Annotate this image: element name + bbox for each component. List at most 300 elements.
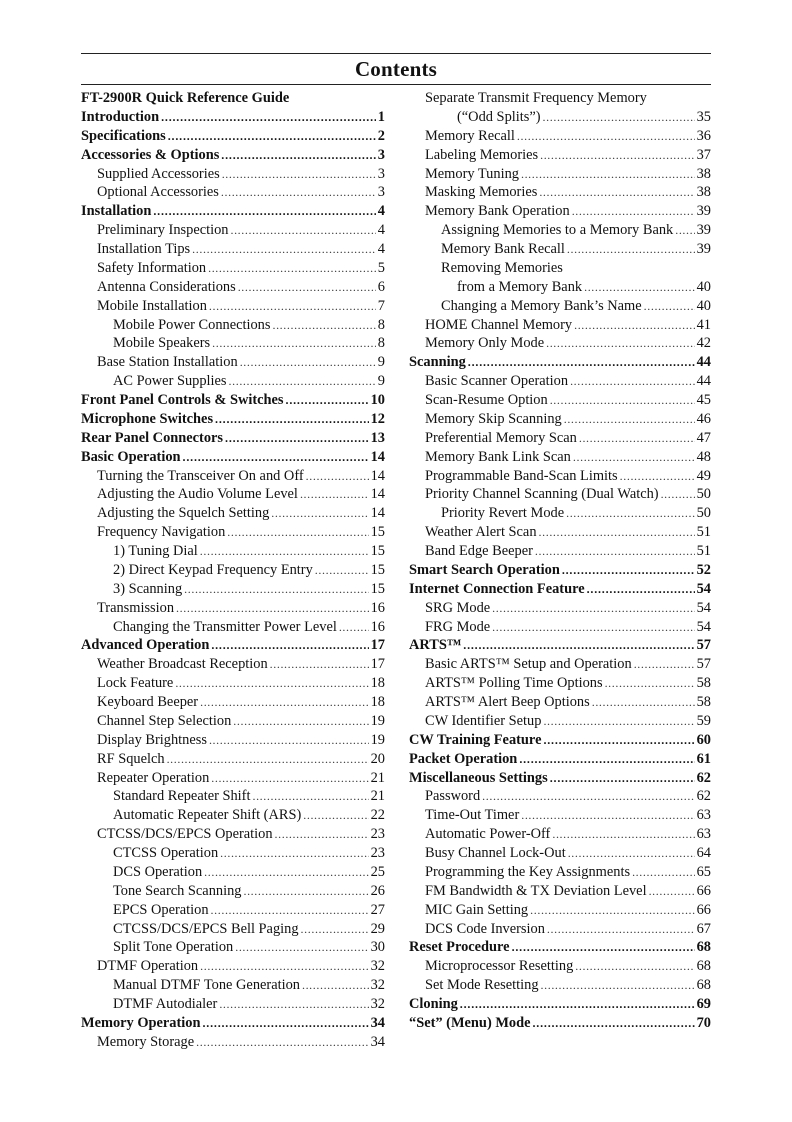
toc-page-number: 5 xyxy=(377,259,385,276)
toc-subsection-entry[interactable] xyxy=(409,845,711,864)
toc-page-number: 14 xyxy=(370,486,385,503)
toc-subsection-entry[interactable] xyxy=(409,543,711,562)
toc-page-number: 3 xyxy=(377,165,385,182)
toc-entry-label: Masking Memories xyxy=(425,184,538,201)
toc-subsection-entry[interactable] xyxy=(81,883,385,902)
toc-section-entry[interactable] xyxy=(81,147,385,166)
toc-page-number: 49 xyxy=(696,467,711,484)
toc-entry-label: Specifications xyxy=(81,127,166,144)
toc-entry-label: Memory Operation xyxy=(81,1014,201,1031)
toc-section-entry[interactable] xyxy=(409,637,711,656)
toc-dot-leader xyxy=(550,771,695,786)
toc-dot-leader xyxy=(227,525,368,540)
title-block xyxy=(81,53,711,85)
toc-entry-label: Labeling Memories xyxy=(425,146,539,163)
toc-dot-leader xyxy=(153,204,375,219)
toc-dot-leader xyxy=(235,940,368,955)
toc-subsection-entry[interactable] xyxy=(409,298,711,317)
toc-entry-label: Memory Skip Scanning xyxy=(425,410,562,427)
toc-dot-leader xyxy=(272,318,375,333)
toc-entry-label: Antenna Considerations xyxy=(97,278,236,295)
toc-subsection-entry[interactable] xyxy=(409,430,711,449)
toc-page-number: 54 xyxy=(696,618,711,635)
toc-dot-leader xyxy=(550,393,695,408)
toc-subsection-entry[interactable] xyxy=(81,241,385,260)
toc-subsection-entry[interactable] xyxy=(409,128,711,147)
toc-page-number: 2 xyxy=(377,127,385,144)
toc-subsection-entry[interactable] xyxy=(81,619,385,638)
toc-subsection-entry[interactable] xyxy=(81,845,385,864)
toc-subsection-entry[interactable] xyxy=(409,260,711,279)
toc-subsection-entry[interactable] xyxy=(81,222,385,241)
toc-page-number: 8 xyxy=(377,335,385,352)
toc-section-entry[interactable] xyxy=(81,411,385,430)
toc-subsection-entry[interactable] xyxy=(81,354,385,373)
toc-subsection-entry[interactable] xyxy=(409,468,711,487)
toc-entry-label: Keyboard Beeper xyxy=(97,694,199,710)
toc-dot-leader xyxy=(240,355,376,370)
toc-subsection-entry[interactable] xyxy=(81,675,385,694)
toc-section-entry[interactable] xyxy=(81,449,385,468)
toc-subsection-entry[interactable] xyxy=(409,335,711,354)
toc-entry-label: 1) Tuning Dial xyxy=(113,543,198,559)
toc-entry-label: Front Panel Controls & Switches xyxy=(81,392,284,408)
toc-entry-label: Memory Bank Operation xyxy=(425,203,570,220)
toc-dot-leader xyxy=(634,657,695,672)
toc-dot-leader xyxy=(572,204,695,219)
toc-entry-label: DTMF Autodialer xyxy=(113,996,218,1012)
toc-page-number: 50 xyxy=(696,505,711,522)
toc-entry-label: AC Power Supplies xyxy=(113,373,227,390)
toc-page-number: 13 xyxy=(370,429,385,446)
toc-entry-label: Time-Out Timer xyxy=(425,807,520,824)
toc-page-number: 62 xyxy=(696,788,711,805)
toc-subsection-entry[interactable] xyxy=(81,260,385,279)
toc-page-number: 68 xyxy=(696,977,711,994)
toc-dot-leader xyxy=(492,620,694,635)
toc-entry-label: Memory Bank Recall xyxy=(441,241,565,257)
toc-subsection-entry[interactable] xyxy=(81,298,385,317)
toc-page-number: 4 xyxy=(377,222,385,239)
toc-entry-label: Frequency Navigation xyxy=(97,524,226,541)
toc-entry-label: Rear Panel Connectors xyxy=(81,429,224,446)
toc-dot-leader xyxy=(620,469,695,484)
toc-page-number: 15 xyxy=(370,561,385,578)
toc-subsection-entry[interactable] xyxy=(81,1034,385,1053)
toc-page-number: 63 xyxy=(696,807,711,824)
toc-dot-leader xyxy=(221,148,376,163)
toc-dot-leader xyxy=(220,846,368,861)
toc-subsection-entry[interactable] xyxy=(409,524,711,543)
toc-entry-label: Packet Operation xyxy=(409,750,518,767)
toc-subsection-entry[interactable] xyxy=(81,902,385,921)
toc-dot-leader xyxy=(632,865,695,880)
toc-section-entry[interactable] xyxy=(81,392,385,411)
toc-dot-leader xyxy=(200,959,368,974)
toc-page-number: 69 xyxy=(696,996,711,1012)
toc-page-number: 58 xyxy=(696,694,711,710)
toc-entry-label: Installation xyxy=(81,203,152,220)
toc-subsection-entry[interactable] xyxy=(409,184,711,203)
toc-dot-leader xyxy=(270,657,369,672)
toc-subsection-entry[interactable] xyxy=(81,826,385,845)
toc-dot-leader xyxy=(568,846,695,861)
toc-subsection-entry[interactable] xyxy=(409,373,711,392)
toc-page-number: 21 xyxy=(370,769,385,786)
toc-dot-leader xyxy=(644,299,695,314)
toc-entry-label: from a Memory Bank xyxy=(457,278,583,295)
toc-dot-leader xyxy=(161,110,376,125)
toc-subsection-entry[interactable] xyxy=(81,335,385,354)
toc-page-number: 4 xyxy=(377,203,385,220)
toc-entry-label: MIC Gain Setting xyxy=(425,901,529,918)
toc-entry-label: Programming the Key Assignments xyxy=(425,863,631,880)
toc-subsection-entry[interactable] xyxy=(81,468,385,487)
toc-section-entry[interactable] xyxy=(409,770,711,789)
toc-page-number: 50 xyxy=(696,486,711,503)
toc-entry-label: FM Bandwidth & TX Deviation Level xyxy=(425,882,647,899)
toc-subsection-entry[interactable] xyxy=(81,977,385,996)
toc-entry-label: Standard Repeater Shift xyxy=(113,788,251,805)
toc-page-number: 46 xyxy=(696,410,711,427)
toc-entry-label: ARTS™ xyxy=(409,637,462,654)
toc-entry-label: Band Edge Beeper xyxy=(425,543,533,559)
toc-subsection-entry[interactable] xyxy=(81,505,385,524)
toc-entry-label: Transmission xyxy=(97,599,175,616)
toc-entry-label: EPCS Operation xyxy=(113,901,209,918)
toc-page-number: 59 xyxy=(696,712,711,729)
toc-dot-leader xyxy=(211,638,368,653)
toc-dot-leader xyxy=(675,223,694,238)
toc-entry-label: Set Mode Resetting xyxy=(425,977,539,994)
toc-dot-leader xyxy=(492,601,694,616)
toc-subsection-entry[interactable] xyxy=(81,600,385,619)
toc-section-entry[interactable] xyxy=(409,996,711,1015)
toc-dot-leader xyxy=(286,393,369,408)
toc-page-number: 8 xyxy=(377,316,385,333)
toc-dot-leader xyxy=(512,940,695,955)
toc-page-number: 19 xyxy=(370,731,385,748)
toc-subsection-entry[interactable] xyxy=(81,656,385,675)
toc-dot-leader xyxy=(243,884,368,899)
toc-dot-leader xyxy=(574,318,695,333)
toc-subsection-entry[interactable] xyxy=(409,921,711,940)
toc-section-entry[interactable] xyxy=(409,562,711,581)
toc-subsection-entry[interactable] xyxy=(81,581,385,600)
toc-page-number: 57 xyxy=(696,656,711,673)
toc-page-number: 34 xyxy=(370,1014,385,1031)
toc-entry-label: (“Odd Splits”) xyxy=(457,108,541,125)
toc-page-number: 36 xyxy=(696,127,711,144)
toc-subsection-entry[interactable] xyxy=(409,486,711,505)
toc-dot-leader xyxy=(661,487,695,502)
toc-page-number: 57 xyxy=(696,637,711,654)
toc-entry-label: Changing the Transmitter Power Level xyxy=(113,618,337,635)
toc-dot-leader xyxy=(300,487,369,502)
toc-page-number: 22 xyxy=(370,807,385,824)
toc-subsection-entry[interactable] xyxy=(409,826,711,845)
toc-section-entry[interactable] xyxy=(409,939,711,958)
page-title: Contents xyxy=(354,57,438,81)
toc-page-number: 15 xyxy=(370,543,385,559)
toc-entry-label: CTCSS/DCS/EPCS Operation xyxy=(97,826,273,843)
toc-page-number: 54 xyxy=(696,580,711,597)
toc-entry-label: Display Brightness xyxy=(97,731,207,748)
toc-page-number: 15 xyxy=(370,524,385,541)
toc-page-number: 68 xyxy=(696,958,711,975)
toc-dot-leader xyxy=(252,789,368,804)
toc-section-entry[interactable] xyxy=(81,90,385,109)
toc-page-number: 17 xyxy=(370,637,385,654)
toc-subsection-entry[interactable] xyxy=(409,902,711,921)
toc-dot-leader xyxy=(167,752,369,767)
toc-subsection-entry[interactable] xyxy=(81,373,385,392)
toc-subsection-entry[interactable] xyxy=(409,864,711,883)
toc-subsection-entry[interactable] xyxy=(81,864,385,883)
toc-entry-label: DCS Operation xyxy=(113,863,203,880)
toc-entry-label: Preliminary Inspection xyxy=(97,222,229,239)
toc-entry-label: HOME Channel Memory xyxy=(425,316,573,333)
toc-subsection-entry[interactable] xyxy=(409,109,711,128)
toc-subsection-entry[interactable] xyxy=(409,958,711,977)
toc-section-entry[interactable] xyxy=(409,581,711,600)
toc-entry-label: Basic Scanner Operation xyxy=(425,373,569,390)
toc-page-number: 21 xyxy=(370,788,385,805)
toc-entry-label: Microphone Switches xyxy=(81,410,214,427)
toc-dot-leader xyxy=(168,129,376,144)
toc-dot-leader xyxy=(208,261,376,276)
toc-subsection-entry[interactable] xyxy=(409,713,711,732)
toc-left-column xyxy=(81,90,385,1053)
toc-page-number: 7 xyxy=(377,297,385,314)
toc-dot-leader xyxy=(200,695,369,710)
toc-subsection-entry[interactable] xyxy=(409,166,711,185)
toc-section-entry[interactable] xyxy=(81,1015,385,1034)
toc-subsection-entry[interactable] xyxy=(409,449,711,468)
toc-subsection-entry[interactable] xyxy=(81,939,385,958)
toc-dot-leader xyxy=(192,242,376,257)
toc-entry-label: Busy Channel Lock-Out xyxy=(425,845,566,861)
toc-page-number: 32 xyxy=(370,977,385,994)
toc-page-number: 60 xyxy=(696,731,711,748)
toc-page-number: 1 xyxy=(377,108,385,125)
toc-dot-leader xyxy=(460,997,695,1012)
toc-page-number: 44 xyxy=(696,354,711,371)
toc-subsection-entry[interactable] xyxy=(409,788,711,807)
toc-page-number: 32 xyxy=(370,958,385,975)
toc-entry-label: Priority Channel Scanning (Dual Watch) xyxy=(425,486,659,503)
toc-page-number: 45 xyxy=(696,392,711,408)
toc-page-number: 37 xyxy=(696,146,711,163)
toc-subsection-entry[interactable] xyxy=(81,486,385,505)
toc-right-column xyxy=(409,90,711,1034)
toc-dot-leader xyxy=(541,978,695,993)
toc-section-entry[interactable] xyxy=(409,354,711,373)
toc-subsection-entry[interactable] xyxy=(409,505,711,524)
toc-subsection-entry[interactable] xyxy=(81,770,385,789)
toc-subsection-entry[interactable] xyxy=(409,203,711,222)
toc-dot-leader xyxy=(575,959,694,974)
toc-subsection-entry[interactable] xyxy=(409,977,711,996)
toc-entry-label: 3) Scanning xyxy=(113,580,183,597)
toc-dot-leader xyxy=(203,1016,369,1031)
toc-dot-leader xyxy=(649,884,695,899)
toc-dot-leader xyxy=(482,789,694,804)
toc-entry-label: Separate Transmit Frequency Memory xyxy=(425,90,647,106)
toc-dot-leader xyxy=(219,997,368,1012)
toc-page-number: 58 xyxy=(696,675,711,692)
toc-section-entry[interactable] xyxy=(81,109,385,128)
toc-subsection-entry[interactable] xyxy=(81,543,385,562)
toc-page-number: 23 xyxy=(370,845,385,861)
toc-page-number: 14 xyxy=(370,448,385,465)
toc-entry-label: Priority Revert Mode xyxy=(441,505,565,522)
toc-page-number: 48 xyxy=(696,448,711,465)
toc-entry-label: Reset Procedure xyxy=(409,939,510,956)
toc-page-number: 40 xyxy=(696,278,711,295)
toc-page-number: 34 xyxy=(370,1033,385,1050)
toc-subsection-entry[interactable] xyxy=(409,807,711,826)
toc-dot-leader xyxy=(543,110,695,125)
toc-dot-leader xyxy=(533,1016,695,1031)
toc-subsection-entry[interactable] xyxy=(81,166,385,185)
toc-subsection-entry[interactable] xyxy=(409,600,711,619)
toc-subsection-entry[interactable] xyxy=(409,90,711,109)
toc-entry-label: Installation Tips xyxy=(97,241,191,257)
toc-subsection-entry[interactable] xyxy=(81,996,385,1015)
toc-entry-label: Turning the Transceiver On and Off xyxy=(97,467,304,484)
toc-dot-leader xyxy=(562,563,695,578)
toc-page-number: 66 xyxy=(696,901,711,918)
toc-dot-leader xyxy=(543,714,694,729)
toc-page-number: 23 xyxy=(370,826,385,843)
toc-page-number: 65 xyxy=(696,863,711,880)
toc-section-entry[interactable] xyxy=(409,732,711,751)
toc-dot-leader xyxy=(564,412,695,427)
toc-dot-leader xyxy=(573,450,695,465)
toc-page-number: 3 xyxy=(377,184,385,201)
toc-subsection-entry[interactable] xyxy=(81,788,385,807)
toc-page-number: 39 xyxy=(696,203,711,220)
toc-dot-leader xyxy=(212,336,376,351)
toc-subsection-entry[interactable] xyxy=(409,411,711,430)
toc-subsection-entry[interactable] xyxy=(81,524,385,543)
toc-page-number: 27 xyxy=(370,901,385,918)
toc-dot-leader xyxy=(463,638,694,653)
toc-page-number: 44 xyxy=(696,373,711,390)
toc-entry-label: Programmable Band-Scan Limits xyxy=(425,467,618,484)
toc-section-entry[interactable] xyxy=(409,1015,711,1034)
toc-entry-label: “Set” (Menu) Mode xyxy=(409,1014,531,1031)
toc-subsection-entry[interactable] xyxy=(409,619,711,638)
toc-subsection-entry[interactable] xyxy=(81,751,385,770)
toc-section-entry[interactable] xyxy=(81,203,385,222)
toc-page-number: 61 xyxy=(696,750,711,767)
toc-dot-leader xyxy=(517,129,695,144)
toc-subsection-entry[interactable] xyxy=(81,732,385,751)
toc-subsection-entry[interactable] xyxy=(409,222,711,241)
toc-subsection-entry[interactable] xyxy=(409,279,711,298)
toc-entry-label: Automatic Power-Off xyxy=(425,826,551,843)
toc-entry-label: Memory Recall xyxy=(425,127,515,144)
toc-entry-label: Scanning xyxy=(409,354,466,371)
toc-dot-leader xyxy=(315,563,369,578)
toc-entry-label: Basic Operation xyxy=(81,448,181,465)
toc-dot-leader xyxy=(543,733,694,748)
toc-dot-leader xyxy=(233,714,368,729)
toc-entry-label: Smart Search Operation xyxy=(409,561,560,578)
toc-section-entry[interactable] xyxy=(81,637,385,656)
toc-page-number: 29 xyxy=(370,920,385,937)
toc-subsection-entry[interactable] xyxy=(81,279,385,298)
toc-entry-label: Repeater Operation xyxy=(97,769,210,786)
toc-dot-leader xyxy=(225,431,369,446)
toc-subsection-entry[interactable] xyxy=(409,317,711,336)
toc-dot-leader xyxy=(552,827,694,842)
toc-subsection-entry[interactable] xyxy=(81,921,385,940)
toc-section-entry[interactable] xyxy=(81,128,385,147)
toc-page-number: 6 xyxy=(377,278,385,295)
toc-dot-leader xyxy=(176,601,369,616)
toc-entry-label: RF Squelch xyxy=(97,750,165,767)
toc-entry-label: Removing Memories xyxy=(441,259,563,276)
toc-dot-leader xyxy=(230,223,375,238)
toc-subsection-entry[interactable] xyxy=(409,392,711,411)
toc-dot-leader xyxy=(567,242,695,257)
toc-page-number: 14 xyxy=(370,467,385,484)
toc-page-number: 52 xyxy=(696,561,711,578)
toc-entry-label: Miscellaneous Settings xyxy=(409,769,548,786)
toc-subsection-entry[interactable] xyxy=(409,656,711,675)
toc-dot-leader xyxy=(339,620,369,635)
toc-entry-label: Internet Connection Feature xyxy=(409,580,585,597)
toc-subsection-entry[interactable] xyxy=(81,694,385,713)
toc-dot-leader xyxy=(521,808,694,823)
toc-dot-leader xyxy=(547,922,695,937)
toc-subsection-entry[interactable] xyxy=(81,184,385,203)
toc-dot-leader xyxy=(211,903,369,918)
toc-dot-leader xyxy=(579,431,695,446)
toc-subsection-entry[interactable] xyxy=(409,147,711,166)
toc-subsection-entry[interactable] xyxy=(81,958,385,977)
toc-entry-label: Advanced Operation xyxy=(81,637,210,654)
toc-entry-label: Password xyxy=(425,788,481,805)
toc-dot-leader xyxy=(200,544,369,559)
toc-subsection-entry[interactable] xyxy=(81,562,385,581)
toc-dot-leader xyxy=(546,336,695,351)
toc-entry-label: CW Training Feature xyxy=(409,731,542,748)
toc-subsection-entry[interactable] xyxy=(81,713,385,732)
toc-section-entry[interactable] xyxy=(409,751,711,770)
toc-subsection-entry[interactable] xyxy=(81,317,385,336)
toc-page-number: 17 xyxy=(370,656,385,673)
toc-subsection-entry[interactable] xyxy=(81,807,385,826)
toc-entry-label: Optional Accessories xyxy=(97,184,219,201)
toc-subsection-entry[interactable] xyxy=(409,241,711,260)
toc-dot-leader xyxy=(540,148,695,163)
toc-subsection-entry[interactable] xyxy=(409,675,711,694)
toc-section-entry[interactable] xyxy=(81,430,385,449)
toc-page-number: 18 xyxy=(370,694,385,710)
toc-entry-label: FRG Mode xyxy=(425,618,491,635)
toc-page-number: 9 xyxy=(377,373,385,390)
toc-dot-leader xyxy=(301,922,369,937)
toc-subsection-entry[interactable] xyxy=(409,694,711,713)
toc-subsection-entry[interactable] xyxy=(409,883,711,902)
toc-entry-label: ARTS™ Polling Time Options xyxy=(425,675,603,692)
toc-page-number: 25 xyxy=(370,863,385,880)
toc-entry-label: Adjusting the Audio Volume Level xyxy=(97,486,298,503)
